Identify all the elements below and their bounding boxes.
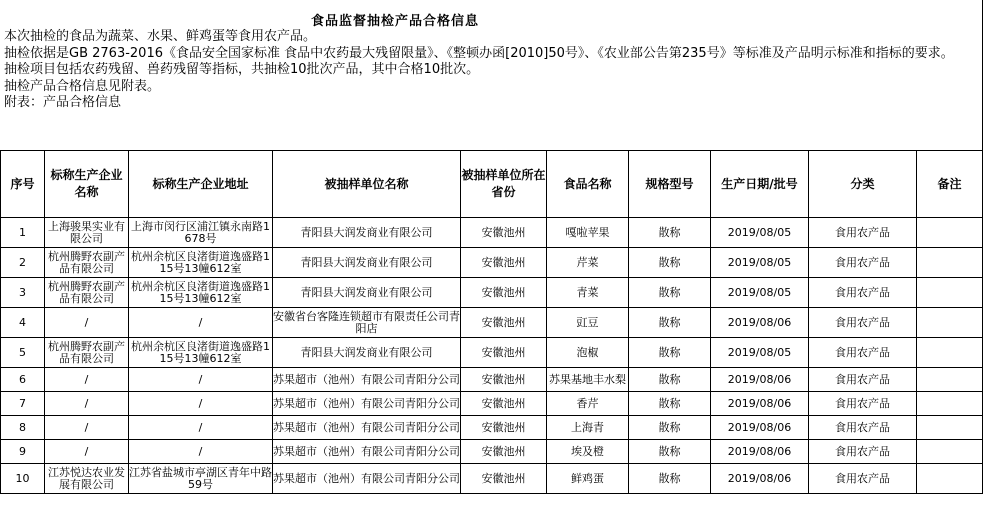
cell-text [917, 393, 982, 415]
table-row [1, 440, 983, 464]
cell-no [1, 464, 45, 494]
cell-text: 鲜鸡蛋 [571, 471, 604, 485]
cell-date [711, 440, 809, 464]
cell-text: 2019/08/06 [727, 396, 792, 410]
cell-no [1, 218, 45, 248]
cell-spec [629, 368, 711, 392]
intro-line: 附表：产品合格信息 [4, 95, 122, 110]
cell-remark [917, 416, 983, 440]
cell-spec [629, 392, 711, 416]
cell-category [809, 440, 917, 464]
cell-address [129, 464, 273, 494]
cell-text: 食用农产品 [835, 420, 890, 434]
cell-text: 芹菜 [576, 255, 599, 269]
cell-text: 杭州余杭区良渚街道逸盛路115号13幢612室 [131, 339, 270, 365]
cell-text: 2 [19, 255, 26, 269]
cell-text: 安徽池州 [481, 396, 526, 410]
cell-text: 5 [19, 345, 26, 359]
cell-sampled-unit [273, 368, 461, 392]
cell-text: 埃及橙 [571, 444, 604, 458]
cell-category [809, 308, 917, 338]
cell-sampled-unit [273, 440, 461, 464]
cell-address [129, 218, 273, 248]
cell-sampled-unit [273, 278, 461, 308]
cell-address [129, 278, 273, 308]
cell-text: 苏果超市（池州）有限公司青阳分公司 [273, 420, 460, 434]
cell-category [809, 218, 917, 248]
cell-category [809, 416, 917, 440]
cell-no [1, 392, 45, 416]
cell-remark [917, 278, 983, 308]
page-title: 食品监督抽检产品合格信息 [310, 14, 479, 29]
cell-text: 豇豆 [576, 315, 599, 329]
cell-text: 散称 [658, 315, 681, 329]
cell-company [45, 464, 129, 494]
cell-text: 江苏省盐城市亭湖区青年中路59号 [129, 465, 272, 491]
cell-sampled-unit [273, 308, 461, 338]
cell-text: 安徽池州 [481, 444, 526, 458]
cell-address [129, 392, 273, 416]
cell-text: 2019/08/05 [727, 255, 792, 269]
cell-text: 安徽池州 [481, 285, 526, 299]
cell-date [711, 416, 809, 440]
cell-text: 散称 [658, 225, 681, 239]
cell-text: 香芹 [576, 396, 599, 410]
cell-text: 食用农产品 [835, 471, 890, 485]
cell-remark [917, 440, 983, 464]
cell-company [45, 278, 129, 308]
cell-text: 苏果超市（池州）有限公司青阳分公司 [273, 444, 460, 458]
cell-no [1, 278, 45, 308]
cell-text [917, 369, 982, 391]
cell-text: 苏果超市（池州）有限公司青阳分公司 [273, 372, 460, 386]
cell-date [711, 218, 809, 248]
header-cell: 备注 [917, 151, 983, 218]
cell-remark [917, 218, 983, 248]
cell-text: 上海骏果实业有限公司 [48, 219, 125, 245]
cell-text: 杭州腾野农副产品有限公司 [48, 279, 125, 305]
cell-text: 苏果基地丰水梨 [549, 372, 626, 386]
cell-company [45, 416, 129, 440]
cell-category [809, 248, 917, 278]
header-cell: 食品名称 [547, 151, 629, 218]
cell-text: / [198, 372, 203, 386]
cell-text: / [84, 420, 89, 434]
header-cell: 生产日期/批号 [711, 151, 809, 218]
cell-food [547, 308, 629, 338]
cell-text: 杭州腾野农副产品有限公司 [48, 339, 125, 365]
cell-text: 青阳县大润发商业有限公司 [300, 285, 433, 299]
cell-text: 安徽池州 [481, 255, 526, 269]
cell-category [809, 368, 917, 392]
cell-text: 青菜 [576, 285, 599, 299]
cell-text: 青阳县大润发商业有限公司 [300, 345, 433, 359]
cell-text: 散称 [658, 396, 681, 410]
header-cell: 规格型号 [629, 151, 711, 218]
cell-no [1, 248, 45, 278]
cell-text: / [198, 420, 203, 434]
cell-text: 青阳县大润发商业有限公司 [300, 225, 433, 239]
cell-company [45, 248, 129, 278]
cell-company [45, 368, 129, 392]
cell-no [1, 440, 45, 464]
cell-text: 2019/08/05 [727, 225, 792, 239]
cell-text: / [84, 372, 89, 386]
cell-text: 上海市闵行区浦江镇永南路1678号 [131, 219, 270, 245]
cell-food [547, 278, 629, 308]
cell-text [917, 441, 982, 463]
cell-category [809, 464, 917, 494]
cell-text: 散称 [658, 345, 681, 359]
table-row [1, 278, 983, 308]
cell-text: 安徽池州 [481, 315, 526, 329]
cell-text: 2019/08/05 [727, 345, 792, 359]
table-header-row [1, 151, 983, 218]
cell-text [917, 249, 982, 277]
cell-text: 10 [15, 471, 30, 485]
cell-text: / [84, 396, 89, 410]
cell-text: 2019/08/06 [727, 420, 792, 434]
cell-text: / [198, 315, 203, 329]
cell-text [917, 219, 982, 247]
cell-text: 泡椒 [576, 345, 599, 359]
cell-text: 食用农产品 [835, 396, 890, 410]
header-cell: 被抽样单位名称 [273, 151, 461, 218]
cell-date [711, 368, 809, 392]
cell-text: 食用农产品 [835, 345, 890, 359]
table-row [1, 308, 983, 338]
cell-remark [917, 392, 983, 416]
cell-category [809, 392, 917, 416]
cell-category [809, 278, 917, 308]
cell-food [547, 392, 629, 416]
cell-text: 2019/08/06 [727, 471, 792, 485]
cell-province [461, 416, 547, 440]
cell-text [917, 309, 982, 337]
cell-sampled-unit [273, 338, 461, 368]
cell-province [461, 440, 547, 464]
cell-text: 2019/08/06 [727, 315, 792, 329]
cell-province [461, 368, 547, 392]
cell-text [917, 417, 982, 439]
cell-address [129, 308, 273, 338]
cell-address [129, 368, 273, 392]
cell-spec [629, 218, 711, 248]
cell-text: 杭州腾野农副产品有限公司 [48, 249, 125, 275]
cell-food [547, 248, 629, 278]
cell-date [711, 278, 809, 308]
cell-no [1, 368, 45, 392]
table-row [1, 392, 983, 416]
cell-text: 8 [19, 420, 26, 434]
cell-text: 上海青 [571, 420, 604, 434]
cell-text: 2019/08/06 [727, 372, 792, 386]
cell-text: 安徽池州 [481, 225, 526, 239]
sheet-border [982, 0, 983, 150]
intro-text [4, 29, 989, 112]
cell-remark [917, 308, 983, 338]
cell-text: 散称 [658, 285, 681, 299]
cell-sampled-unit [273, 248, 461, 278]
table-row [1, 368, 983, 392]
cell-food [547, 416, 629, 440]
cell-province [461, 338, 547, 368]
cell-text: 食用农产品 [835, 444, 890, 458]
cell-address [129, 440, 273, 464]
cell-remark [917, 464, 983, 494]
cell-text: 食用农产品 [835, 255, 890, 269]
cell-province [461, 308, 547, 338]
cell-text: 散称 [658, 471, 681, 485]
cell-spec [629, 464, 711, 494]
cell-category [809, 338, 917, 368]
cell-spec [629, 338, 711, 368]
cell-text: / [198, 444, 203, 458]
table-row [1, 248, 983, 278]
cell-text: 食用农产品 [835, 225, 890, 239]
cell-text: 食用农产品 [835, 315, 890, 329]
cell-sampled-unit [273, 218, 461, 248]
cell-text: 7 [19, 396, 26, 410]
cell-address [129, 248, 273, 278]
cell-food [547, 464, 629, 494]
cell-text: 食用农产品 [835, 372, 890, 386]
cell-text: 散称 [658, 420, 681, 434]
cell-text: 2019/08/05 [727, 285, 792, 299]
header-cell: 标称生产企业地址 [129, 151, 273, 218]
table-row [1, 218, 983, 248]
cell-text: 3 [19, 285, 26, 299]
cell-text: 杭州余杭区良渚街道逸盛路115号13幢612室 [131, 249, 270, 275]
table-row [1, 464, 983, 494]
cell-text: 食用农产品 [835, 285, 890, 299]
intro-line: 抽检依据是GB 2763-2016《食品安全国家标准 食品中农药最大残留限量》、《整顿办函[2010]50号》、《农业部公告第235号》等标准及产品明示标准和指标的要求。 [4, 45, 954, 61]
cell-spec [629, 440, 711, 464]
cell-text [917, 279, 982, 307]
intro-line: 抽检产品合格信息见附表。 [4, 78, 161, 94]
cell-company [45, 308, 129, 338]
cell-text: 杭州余杭区良渚街道逸盛路115号13幢612室 [131, 279, 270, 305]
cell-text: / [84, 315, 89, 329]
cell-remark [917, 248, 983, 278]
header-cell: 序号 [1, 151, 45, 218]
cell-province [461, 464, 547, 494]
cell-address [129, 416, 273, 440]
cell-text: 嘎啦苹果 [565, 225, 610, 239]
cell-text: 安徽池州 [481, 345, 526, 359]
cell-spec [629, 278, 711, 308]
cell-spec [629, 248, 711, 278]
cell-no [1, 338, 45, 368]
cell-text: / [198, 396, 203, 410]
cell-no [1, 308, 45, 338]
cell-text: 安徽池州 [481, 471, 526, 485]
intro-line: 抽检项目包括农药残留、兽药残留等指标，共抽检10批次产品，其中合格10批次。 [4, 62, 480, 77]
cell-spec [629, 416, 711, 440]
table-row [1, 416, 983, 440]
header-cell: 标称生产企业名称 [45, 151, 129, 218]
cell-address [129, 338, 273, 368]
cell-text: 青阳县大润发商业有限公司 [300, 255, 433, 269]
cell-remark [917, 338, 983, 368]
results-table [0, 150, 983, 494]
cell-province [461, 278, 547, 308]
cell-remark [917, 368, 983, 392]
cell-text: 散称 [658, 255, 681, 269]
cell-text: 苏果超市（池州）有限公司青阳分公司 [273, 396, 460, 410]
cell-text: 9 [19, 444, 26, 458]
cell-company [45, 218, 129, 248]
cell-text: 安徽池州 [481, 372, 526, 386]
cell-text: 安徽池州 [481, 420, 526, 434]
cell-date [711, 392, 809, 416]
cell-food [547, 440, 629, 464]
cell-company [45, 440, 129, 464]
table-row [1, 338, 983, 368]
cell-date [711, 338, 809, 368]
header-cell: 被抽样单位所在省份 [461, 151, 547, 218]
cell-text: 散称 [658, 372, 681, 386]
cell-date [711, 248, 809, 278]
intro-line: 本次抽检的食品为蔬菜、水果、鲜鸡蛋等食用农产品。 [4, 29, 317, 44]
cell-sampled-unit [273, 416, 461, 440]
cell-province [461, 392, 547, 416]
cell-text: 散称 [658, 444, 681, 458]
cell-text [917, 465, 982, 493]
cell-date [711, 308, 809, 338]
header-cell: 分类 [809, 151, 917, 218]
cell-sampled-unit [273, 392, 461, 416]
cell-text: 1 [19, 225, 26, 239]
cell-text: 江苏悦达农业发展有限公司 [48, 465, 125, 491]
cell-food [547, 338, 629, 368]
cell-company [45, 338, 129, 368]
cell-text: / [84, 444, 89, 458]
cell-spec [629, 308, 711, 338]
cell-text: 安徽省台客隆连锁超市有限责任公司青阳店 [273, 309, 460, 335]
cell-no [1, 416, 45, 440]
cell-food [547, 218, 629, 248]
cell-text: 苏果超市（池州）有限公司青阳分公司 [273, 471, 460, 485]
cell-company [45, 392, 129, 416]
cell-food [547, 368, 629, 392]
cell-province [461, 218, 547, 248]
cell-sampled-unit [273, 464, 461, 494]
cell-text [917, 339, 982, 367]
cell-province [461, 248, 547, 278]
cell-date [711, 464, 809, 494]
cell-text: 2019/08/06 [727, 444, 792, 458]
cell-text: 6 [19, 372, 26, 386]
cell-text: 4 [19, 315, 26, 329]
